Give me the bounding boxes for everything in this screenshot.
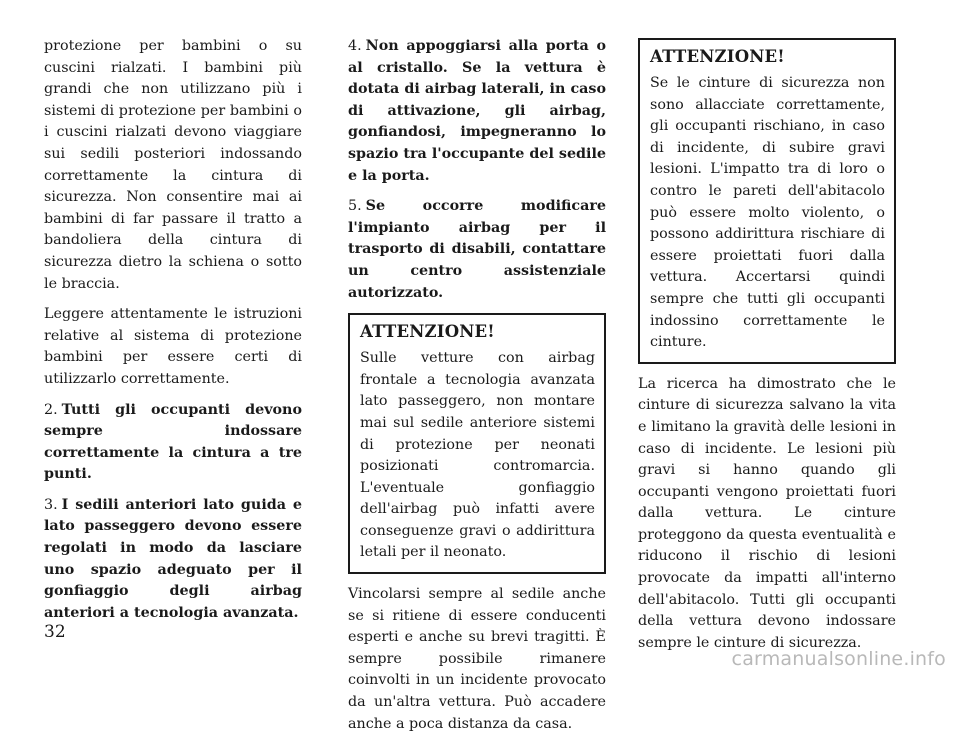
column-left (44, 36, 302, 633)
list-item-3 (44, 495, 302, 625)
warning-title: ATTENZIONE! (360, 322, 495, 342)
paragraph-child-seats: protezione per bambini o su cuscini rialzati. I bambini più grandi che non utilizzano più i sistemi di protezione per bambini o i cuscini rialzati devono viaggiare sui sedili posteriori indossando correttamente la cintura di sicurezza. Non consentire mai ai bambini di far passare il tratto a bandoliera della cintura di sicurezza dietro la schiena o sotto le braccia. (44, 38, 302, 292)
warning-box (638, 38, 896, 364)
list-text: Tutti gli occupanti devono sempre indossare correttamente la cintura a tre punti. (44, 401, 302, 483)
list-number: 3. (44, 496, 58, 513)
warning-box (348, 313, 606, 574)
paragraph-buckle-up: Vincolarsi sempre al sedile anche se si ritiene di essere conducenti esperti e anche su brevi tragitti. È sempre possibile rimanere coinvolti in un incidente provocato da un'altra vettura. Può accadere anche a poca distanza da casa. (348, 586, 606, 732)
warning-body: Sulle vetture con airbag frontale a tecnologia avanzata lato passeggero, non montare mai sul sedile anteriore sistemi di protezione per neonati posizionati contromarcia. L'eventuale gonfiaggio dell'airbag può infatti avere conseguenze gravi o addirittura letali per il neonato. (360, 350, 595, 561)
page-number: 32 (44, 622, 66, 642)
warning-body: Se le cinture di sicurezza non sono allacciate correttamente, gli occupanti rischiano, in caso di incidente, di subire gravi lesioni. L'impatto tra di loro o contro le pareti dell'abitacolo può essere molto violento, o possono addirittura rischiare di essere proiettati fuori dalla vettura. Accertarsi quindi sempre che tutti gli occupanti indossino correttamente le cinture. (650, 75, 885, 351)
watermark: carmanualsonline.info (731, 648, 946, 670)
list-item-2 (44, 400, 302, 486)
paragraph-research: La ricerca ha dimostrato che le cinture di sicurezza salvano la vita e limitano la gravità delle lesioni in caso di incidente. Le lesioni più gravi si hanno quando gli occupanti vengono proiettati fuori dalla vettura. Le cinture proteggono da questa eventualità e riducono il rischio di lesioni provocate da impatti all'interno dell'abitacolo. Tutti gli occupanti della vettura devono indossare sempre le cinture di sicurezza. (638, 375, 896, 651)
list-item-4 (348, 36, 606, 187)
paragraph-instructions: Leggere attentamente le istruzioni relative al sistema di protezione bambini per essere certi di utilizzarlo correttamente. (44, 306, 302, 387)
column-right (638, 38, 896, 663)
list-number: 5. (348, 198, 362, 215)
list-text: Non appoggiarsi alla porta o al cristallo. Se la vettura è dotata di airbag laterali, in caso di attivazione, gli airbag, gonfiandosi, impegneranno lo spazio tra l'occupante del sedile e la porta. (348, 38, 606, 184)
list-text: Se occorre modificare l'impianto airbag per il trasporto di disabili, contattare un centro assistenziale autorizzato. (348, 198, 606, 301)
warning-title: ATTENZIONE! (650, 47, 785, 66)
list-number: 2. (44, 401, 58, 418)
list-text: I sedili anteriori lato guida e lato passeggero devono essere regolati in modo da lasciare uno spazio adeguato per il gonfiaggio degli airbag anteriori a tecnologia avanzata. (44, 496, 302, 621)
column-middle (348, 36, 606, 744)
list-number: 4. (348, 38, 362, 54)
list-item-5 (348, 196, 606, 304)
